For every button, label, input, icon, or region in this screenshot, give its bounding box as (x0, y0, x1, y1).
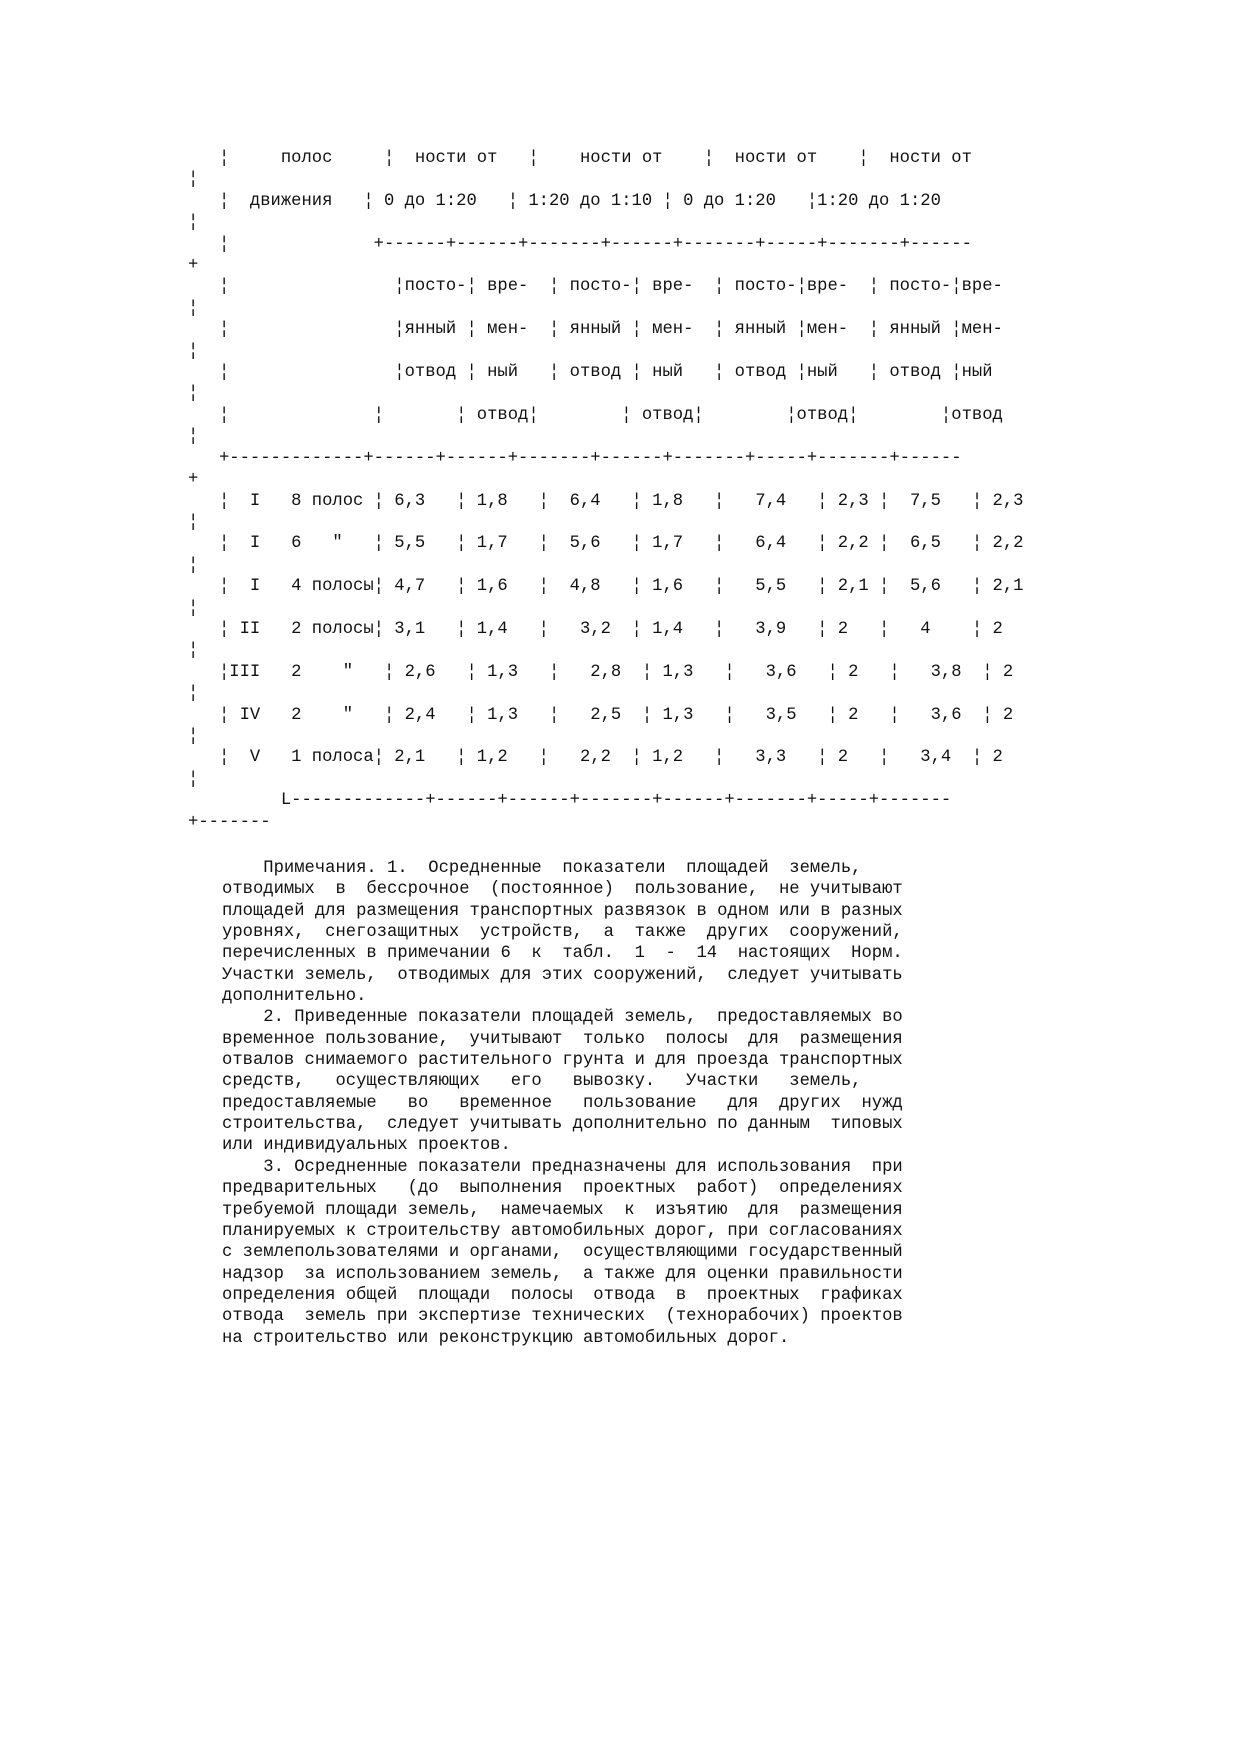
table-line: +-------------+------+------+-------+------+-------+-----+-------+------ (188, 448, 962, 468)
note-line: 2. Приведенные показатели площадей земель, предоставляемых во (222, 1008, 903, 1028)
table-line: ¦ (188, 684, 199, 704)
table-line: ¦ (188, 384, 199, 404)
table-line: ¦ I 4 полосы¦ 4,7 ¦ 1,6 ¦ 4,8 ¦ 1,6 ¦ 5,5 ¦ 2,1 ¦ 5,6 ¦ 2,1 (188, 577, 1024, 597)
note-line: дополнительно. (222, 987, 367, 1007)
table-line: L-------------+------+------+-------+------+-------+-----+------- (188, 791, 952, 811)
table-line: + (188, 470, 199, 490)
table-line: ¦ +------+------+-------+------+-------+-----+-------+------ (188, 234, 972, 254)
table-line: ¦ ¦ ¦ отвод¦ ¦ отвод¦ ¦отвод¦ ¦отвод (188, 405, 1003, 425)
note-line: отвода земель при экспертизе технических (технорабочих) проектов (222, 1307, 903, 1327)
note-line: строительства, следует учитывать дополнительно по данным типовых (222, 1115, 903, 1135)
table-line: +------- (188, 812, 271, 832)
table-line: ¦ (188, 726, 199, 746)
table-line: + (188, 256, 199, 276)
table-line: ¦ (188, 598, 199, 618)
table-line: ¦ (188, 641, 199, 661)
note-line: надзор за использованием земель, а также для оценки правильности (222, 1264, 903, 1284)
table-line: ¦ (188, 298, 199, 318)
table-line: ¦ ¦отвод ¦ ный ¦ отвод ¦ ный ¦ отвод ¦ный ¦ отвод ¦ный (188, 363, 993, 383)
table-line: ¦ IV 2 " ¦ 2,4 ¦ 1,3 ¦ 2,5 ¦ 1,3 ¦ 3,5 ¦ 2 ¦ 3,6 ¦ 2 (188, 705, 1014, 725)
table-line: ¦III 2 " ¦ 2,6 ¦ 1,3 ¦ 2,8 ¦ 1,3 ¦ 3,6 ¦ 2 ¦ 3,8 ¦ 2 (188, 662, 1014, 682)
table-line: ¦ (188, 769, 199, 789)
note-line: предоставляемые во временное пользование для других нужд (222, 1093, 903, 1113)
note-line: уровнях, снегозащитных устройств, а также других сооружений, (222, 923, 903, 943)
note-line: отводимых в бессрочное (постоянное) пользование, не учитывают (222, 880, 903, 900)
note-line: требуемой площади земель, намечаемых к изъятию для размещения (222, 1200, 903, 1220)
table-line: ¦ I 6 " ¦ 5,5 ¦ 1,7 ¦ 5,6 ¦ 1,7 ¦ 6,4 ¦ 2,2 ¦ 6,5 ¦ 2,2 (188, 534, 1024, 554)
note-line: перечисленных в примечании 6 к табл. 1 - 14 настоящих Норм. (222, 944, 903, 964)
ascii-table (188, 148, 1068, 833)
note-line: Участки земель, отводимых для этих сооружений, следует учитывать (222, 965, 903, 985)
notes-section (222, 858, 982, 1349)
table-line: ¦ движения ¦ 0 до 1:20 ¦ 1:20 до 1:10 ¦ 0 до 1:20 ¦1:20 до 1:20 (188, 191, 941, 211)
table-line: ¦ ¦янный ¦ мен- ¦ янный ¦ мен- ¦ янный ¦мен- ¦ янный ¦мен- (188, 320, 1003, 340)
note-line: предварительных (до выполнения проектных работ) определениях (222, 1179, 903, 1199)
table-line: ¦ полос ¦ ности от ¦ ности от ¦ ности от ¦ ности от (188, 149, 972, 168)
note-line: временное пользование, учитывают только полосы для размещения (222, 1029, 903, 1049)
table-line: ¦ II 2 полосы¦ 3,1 ¦ 1,4 ¦ 3,2 ¦ 1,4 ¦ 3,9 ¦ 2 ¦ 4 ¦ 2 (188, 619, 1003, 639)
note-line: с землепользователями и органами, осуществляющими государственный (222, 1243, 903, 1263)
note-line: определения общей площади полосы отвода в проектных графиках (222, 1285, 903, 1305)
note-line: 3. Осредненные показатели предназначены для использования при (222, 1157, 903, 1177)
note-line: отвалов снимаемого растительного грунта и для проезда транспортных (222, 1051, 903, 1071)
table-line: ¦ V 1 полоса¦ 2,1 ¦ 1,2 ¦ 2,2 ¦ 1,2 ¦ 3,3 ¦ 2 ¦ 3,4 ¦ 2 (188, 748, 1003, 768)
table-line: ¦ ¦посто-¦ вре- ¦ посто-¦ вре- ¦ посто-¦вре- ¦ посто-¦вре- (188, 277, 1003, 297)
note-line: средств, осуществляющих его вывозку. Участки земель, (222, 1072, 862, 1092)
note-line: на строительство или реконструкцию автомобильных дорог. (222, 1328, 790, 1348)
note-line: площадей для размещения транспортных развязок в одном или в разных (222, 901, 903, 921)
table-line: ¦ (188, 555, 199, 575)
note-line: или индивидуальных проектов. (222, 1136, 511, 1156)
table-line: ¦ (188, 427, 199, 447)
table-line: ¦ (188, 341, 199, 361)
table-line: ¦ (188, 213, 199, 233)
note-line: планируемых к строительству автомобильных дорог, при согласованиях (222, 1221, 903, 1241)
table-line: ¦ I 8 полос ¦ 6,3 ¦ 1,8 ¦ 6,4 ¦ 1,8 ¦ 7,4 ¦ 2,3 ¦ 7,5 ¦ 2,3 (188, 491, 1024, 511)
table-line: ¦ (188, 512, 199, 532)
note-line: Примечания. 1. Осредненные показатели площадей земель, (222, 859, 862, 878)
table-line: ¦ (188, 170, 199, 190)
